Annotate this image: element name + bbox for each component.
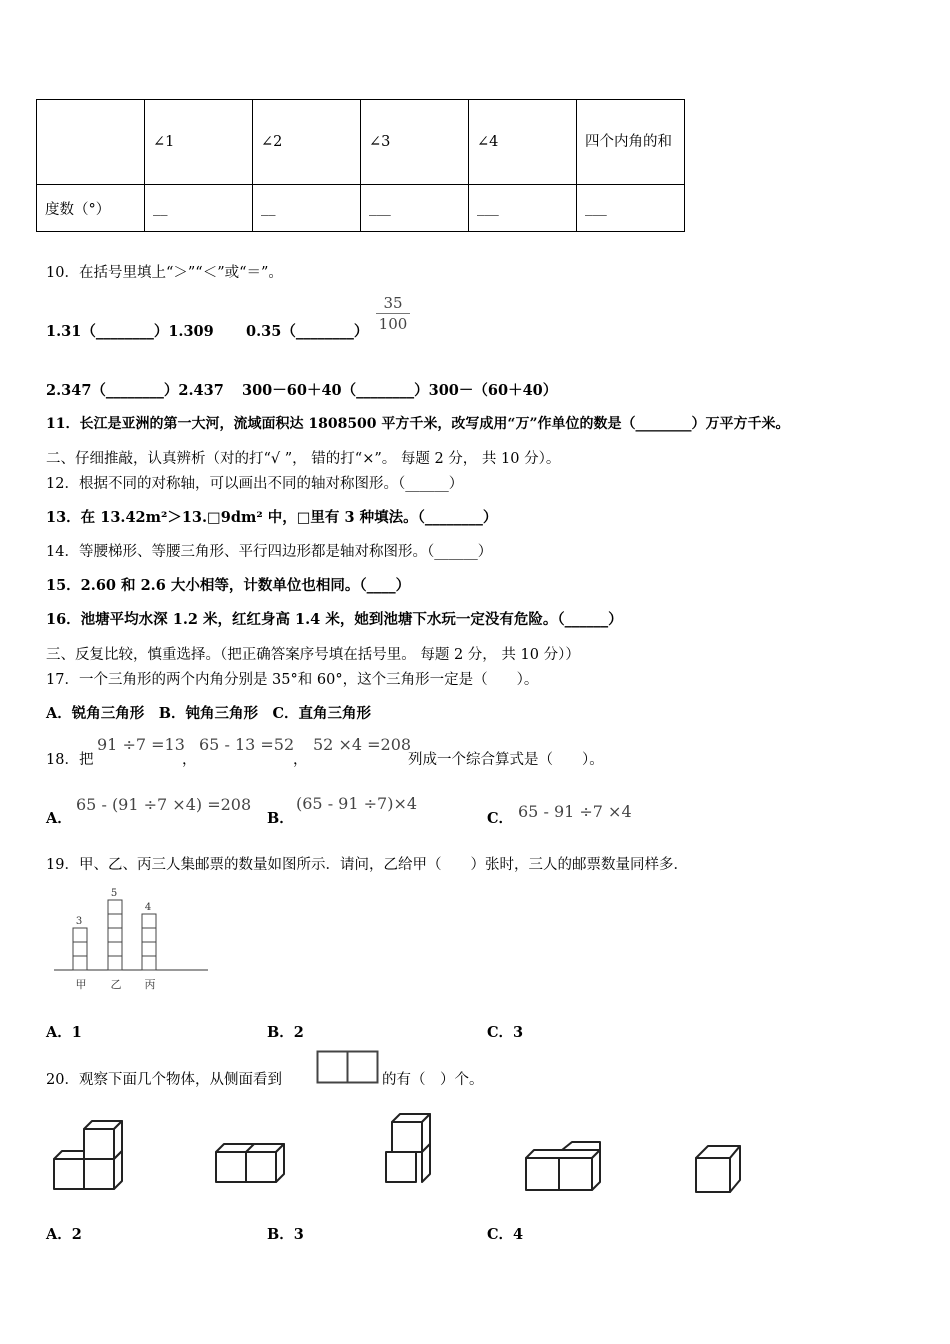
stamp-chart: [50, 880, 215, 995]
table-row-label: 度数（°）: [37, 185, 145, 232]
q10-title: 10．在括号里填上“＞”“＜”或“＝”。: [46, 265, 283, 281]
chart-cell: [73, 928, 87, 942]
q17-options: A．锐角三角形 B．钝角三角形 C．直角三角形: [46, 705, 372, 722]
chart-bar-乙: [108, 900, 122, 970]
chart-cell: [142, 956, 156, 970]
angle-table: [36, 99, 685, 232]
cube-figure-5: [690, 1138, 746, 1198]
q11: 11．长江是亚洲的第一大河，流域面积达 1808500 平方千米，改写成用“万”作单位的数是（________）万平方千米。: [46, 416, 790, 432]
q18-sep-2: ，: [293, 752, 308, 768]
chart-cell: [108, 914, 122, 928]
fraction-35-100: [376, 294, 410, 333]
q18-option-a-expr: 65 - (91 ÷7 ×4) =208: [76, 795, 252, 814]
side-view-icon: [316, 1050, 380, 1086]
q20-prefix: 20．观察下面几个物体，从侧面看到: [46, 1072, 282, 1088]
cube-figure-1: [50, 1115, 130, 1197]
chart-cell: [142, 928, 156, 942]
cube-figure-3: [380, 1108, 440, 1198]
chart-category-label: 甲: [75, 978, 87, 991]
cube-figure-4: [520, 1138, 606, 1196]
q18-expr-3: 52 ×4 =208: [313, 735, 412, 754]
q12: 12．根据不同的对称轴，可以画出不同的轴对称图形。（______）: [46, 476, 464, 492]
q14: 14．等腰梯形、等腰三角形、平行四边形都是轴对称图形。（______）: [46, 544, 493, 560]
chart-bar-丙: [142, 914, 156, 970]
q17-text: 17．一个三角形的两个内角分别是 35°和 60°，这个三角形一定是（ ）。: [46, 672, 539, 688]
table-header-cell: ∠3: [361, 100, 469, 185]
q18-suffix: 列成一个综合算式是（ ）。: [408, 752, 604, 768]
q16: 16．池塘平均水深 1.2 米，红红身高 1.4 米，她到池塘下水玩一定没有危险。（______）: [46, 611, 623, 628]
chart-cell: [108, 942, 122, 956]
chart-bar-甲: [73, 928, 87, 970]
q20-option-a: A．2: [46, 1226, 82, 1243]
cube-figure-2: [212, 1138, 298, 1196]
chart-value-label: 4: [144, 902, 152, 913]
q18-option-a-label: A．: [46, 810, 72, 827]
q10-item-c: 2.347（________）2.437: [46, 382, 224, 399]
q10-item-b: 0.35（________）: [246, 323, 369, 340]
q18-expr-2: 65 - 13 =52: [199, 735, 295, 754]
table-header-cell: [37, 100, 145, 185]
fraction-bar: [376, 313, 410, 314]
chart-cell: [108, 956, 122, 970]
q18-prefix: 18．把: [46, 752, 94, 768]
table-cell: __: [253, 185, 361, 232]
q19-option-c: C．3: [487, 1024, 524, 1041]
q10-item-d: 300－60＋40（________）300－（60＋40）: [242, 382, 558, 399]
table-row: [37, 185, 685, 232]
table-header-cell: ∠1: [145, 100, 253, 185]
chart-cell: [142, 914, 156, 928]
table-cell: ___: [577, 185, 685, 232]
fraction-numerator: 35: [383, 294, 403, 312]
q18-option-b-expr: (65 - 91 ÷7)×4: [296, 794, 418, 813]
q18-expr-1: 91 ÷7 =13: [97, 735, 185, 754]
chart-value-label: 5: [110, 888, 118, 899]
q15: 15．2.60 和 2.6 大小相等，计数单位也相同。（____）: [46, 577, 411, 594]
chart-category-label: 乙: [110, 978, 122, 991]
q10-item-a: 1.31（________）1.309: [46, 323, 214, 340]
q18-option-c-expr: 65 - 91 ÷7 ×4: [518, 802, 632, 821]
q20-option-b: B．3: [267, 1226, 304, 1243]
table-header-cell: ∠2: [253, 100, 361, 185]
section-2-heading: 二、仔细推敲，认真辨析（对的打“√ ”， 错的打“×”。 每题 2 分， 共 10 分）。: [46, 451, 561, 467]
q18-option-b-label: B．: [267, 810, 294, 827]
table-cell: ___: [469, 185, 577, 232]
q20-suffix: 的有（ ）个。: [382, 1072, 484, 1088]
q20-option-c: C．4: [487, 1226, 524, 1243]
chart-value-label: 3: [75, 916, 83, 927]
q19-option-b: B．2: [267, 1024, 304, 1041]
fraction-denominator: 100: [378, 315, 408, 333]
table-cell: ___: [361, 185, 469, 232]
chart-cell: [108, 900, 122, 914]
q19-option-a: A．1: [46, 1024, 82, 1041]
section-3-heading: 三、反复比较，慎重选择。（把正确答案序号填在括号里。 每题 2 分， 共 10 分））: [46, 647, 580, 663]
table-cell: __: [145, 185, 253, 232]
chart-cell: [73, 942, 87, 956]
table-header-cell: 四个内角的和: [577, 100, 685, 185]
table-header-row: [37, 100, 685, 185]
q18-sep-1: ，: [182, 752, 197, 768]
chart-cell: [108, 928, 122, 942]
q13: 13．在 13.42m²＞13.□9dm² 中，□里有 3 种填法。（________）: [46, 509, 498, 526]
q19-text: 19．甲、乙、丙三人集邮票的数量如图所示．请问，乙给甲（ ）张时，三人的邮票数量同样多．: [46, 857, 688, 873]
chart-category-label: 丙: [144, 978, 156, 991]
chart-cell: [142, 942, 156, 956]
table-header-cell: ∠4: [469, 100, 577, 185]
chart-cell: [73, 956, 87, 970]
q18-option-c-label: C．: [487, 810, 514, 827]
